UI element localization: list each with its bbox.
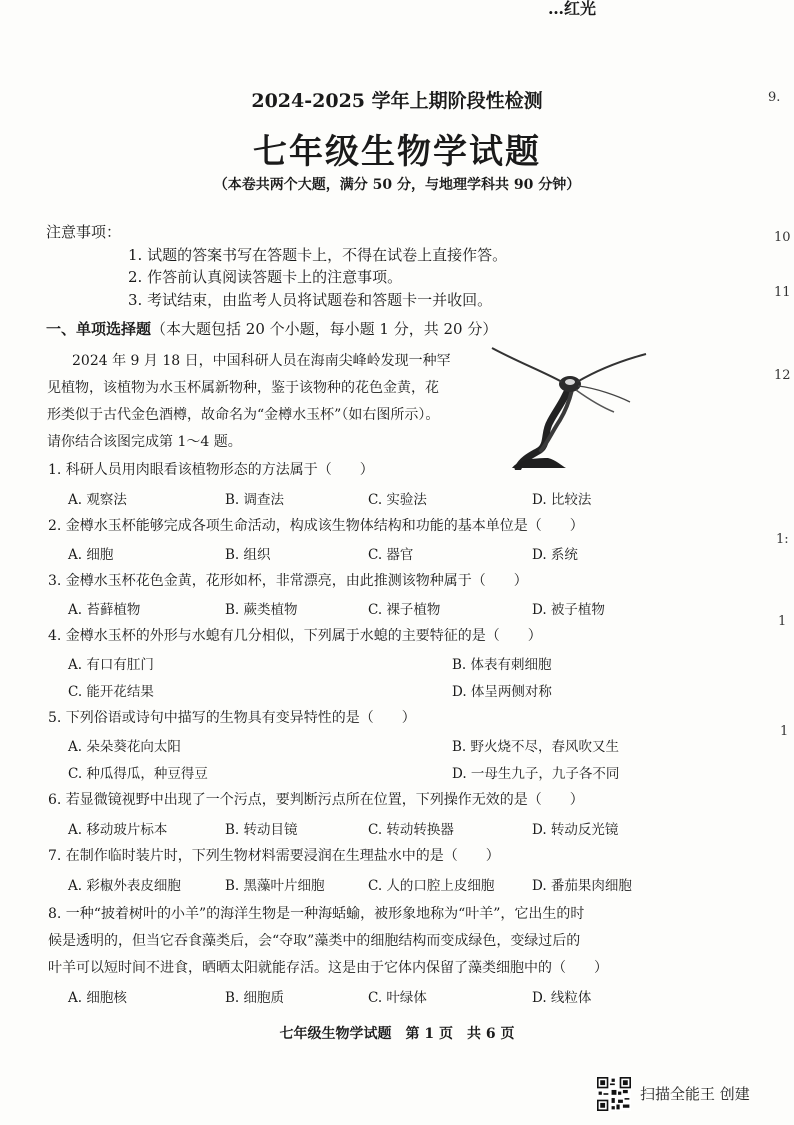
q6-option-d: D. 转动反光镜 (532, 822, 619, 838)
q8-option-c: C. 叶绿体 (368, 990, 427, 1006)
question-8-stem-line-1: 8. 一种“披着树叶的小羊”的海洋生物是一种海蛞蝓，被形象地称为“叶羊”，它出生的时 (48, 906, 585, 922)
q4-option-c: C. 能开花结果 (68, 684, 154, 700)
q6-option-c: C. 转动转换器 (368, 822, 454, 838)
notice-item-1: 1. 试题的答案书写在答题卡上，不得在试卷上直接作答。 (128, 246, 508, 264)
q4-option-b: B. 体表有刺细胞 (452, 657, 552, 673)
question-5-stem: 5. 下列俗语或诗句中描写的生物具有变异特性的是（ ） (48, 710, 416, 726)
q7-option-c: C. 人的口腔上皮细胞 (368, 878, 495, 894)
question-8-stem-line-2: 候是透明的，但当它吞食藻类后，会“夺取”藻类中的细胞结构而变成绿色，变绿过后的 (48, 933, 581, 949)
intro-line-4: 请你结合该图完成第 1～4 题。 (47, 434, 242, 450)
q7-option-a: A. 彩椒外表皮细胞 (68, 878, 181, 894)
notice-item-3: 3. 考试结束，由监考人员将试题卷和答题卡一并收回。 (128, 291, 493, 309)
question-7-stem: 7. 在制作临时装片时，下列生物材料需要浸润在生理盐水中的是（ ） (48, 848, 500, 864)
question-4-stem: 4. 金樽水玉杯的外形与水螅有几分相似，下列属于水螅的主要特征的是（ ） (48, 628, 542, 644)
q6-option-a: A. 移动玻片标本 (68, 822, 168, 838)
section-title: 一、单项选择题 (46, 320, 152, 338)
intro-line-3: 形类似于古代金色酒樽，故命名为“金樽水玉杯”（如右图所示）。 (47, 407, 440, 423)
q3-option-a: A. 苔藓植物 (68, 602, 141, 618)
q2-option-b: B. 组织 (225, 547, 271, 563)
q3-option-d: D. 被子植物 (532, 602, 605, 618)
margin-mark-3: 11 (774, 285, 791, 300)
margin-mark-4: 12 (774, 368, 791, 383)
section-heading (46, 318, 497, 339)
paper-note: （本卷共两个大题，满分 50 分，与地理学科共 90 分钟） (213, 177, 581, 193)
scanner-watermark: 扫描全能王 创建 (640, 1085, 750, 1103)
notice-item-2: 2. 作答前认真阅读答题卡上的注意事项。 (128, 268, 403, 286)
notice-heading: 注意事项： (46, 223, 122, 241)
question-3-stem: 3. 金樽水玉杯花色金黄，花形如杯，非常漂亮，由此推测该物种属于（ ） (48, 573, 528, 589)
page-footer: 七年级生物学试题 第 1 页 共 6 页 (279, 1026, 515, 1042)
margin-mark-5: 1: (776, 532, 789, 547)
q4-option-a: A. 有口有肛门 (68, 657, 154, 673)
margin-mark-2: 10 (774, 230, 791, 245)
exam-title: 2024-2025 学年上期阶段性检测 (251, 90, 543, 112)
subject-title: 七年级生物学试题 (253, 132, 541, 172)
q5-option-d: D. 一母生九子，九子各不同 (452, 766, 620, 782)
q1-option-a: A. 观察法 (68, 492, 127, 508)
q2-option-d: D. 系统 (532, 547, 578, 563)
margin-mark-6: 1 (778, 614, 787, 629)
section-desc: （本大题包括 20 个小题，每小题 1 分，共 20 分） (151, 320, 498, 338)
question-6-stem: 6. 若显微镜视野中出现了一个污点，要判断污点所在位置，下列操作无效的是（ ） (48, 792, 584, 808)
margin-mark-1: 9. (768, 90, 781, 105)
q3-option-b: B. 蕨类植物 (225, 602, 298, 618)
q5-option-b: B. 野火烧不尽，春风吹又生 (452, 739, 620, 755)
q7-option-b: B. 黑藻叶片细胞 (225, 878, 325, 894)
q1-option-b: B. 调查法 (225, 492, 285, 508)
q3-option-c: C. 裸子植物 (368, 602, 441, 618)
question-1-stem: 1. 科研人员用肉眼看该植物形态的方法属于（ ） (48, 462, 374, 478)
plant-illustration (478, 346, 650, 470)
intro-line-2: 见植物，该植物为水玉杯属新物种，鉴于该物种的花色金黄，花 (47, 380, 439, 396)
q2-option-c: C. 器官 (368, 547, 414, 563)
q8-option-d: D. 线粒体 (532, 990, 592, 1006)
intro-line-1: 2024 年 9 月 18 日，中国科研人员在海南尖峰岭发现一种罕 (72, 353, 451, 369)
top-fragment-text: …红光 (548, 0, 597, 18)
q2-option-a: A. 细胞 (68, 547, 114, 563)
q1-option-c: C. 实验法 (368, 492, 427, 508)
q5-option-c: C. 种瓜得瓜，种豆得豆 (68, 766, 208, 782)
q6-option-b: B. 转动目镜 (225, 822, 298, 838)
q4-option-d: D. 体呈两侧对称 (452, 684, 552, 700)
margin-mark-7: 1 (780, 724, 789, 739)
q8-option-b: B. 细胞质 (225, 990, 285, 1006)
question-2-stem: 2. 金樽水玉杯能够完成各项生命活动，构成该生物体结构和功能的基本单位是（ ） (48, 518, 584, 534)
q7-option-d: D. 番茄果肉细胞 (532, 878, 632, 894)
qr-code-icon (597, 1077, 631, 1111)
q1-option-d: D. 比较法 (532, 492, 592, 508)
question-8-stem-line-3: 叶羊可以短时间不进食，晒晒太阳就能存活。这是由于它体内保留了藻类细胞中的（ ） (48, 960, 608, 976)
q8-option-a: A. 细胞核 (68, 990, 127, 1006)
q5-option-a: A. 朵朵葵花向太阳 (68, 739, 181, 755)
